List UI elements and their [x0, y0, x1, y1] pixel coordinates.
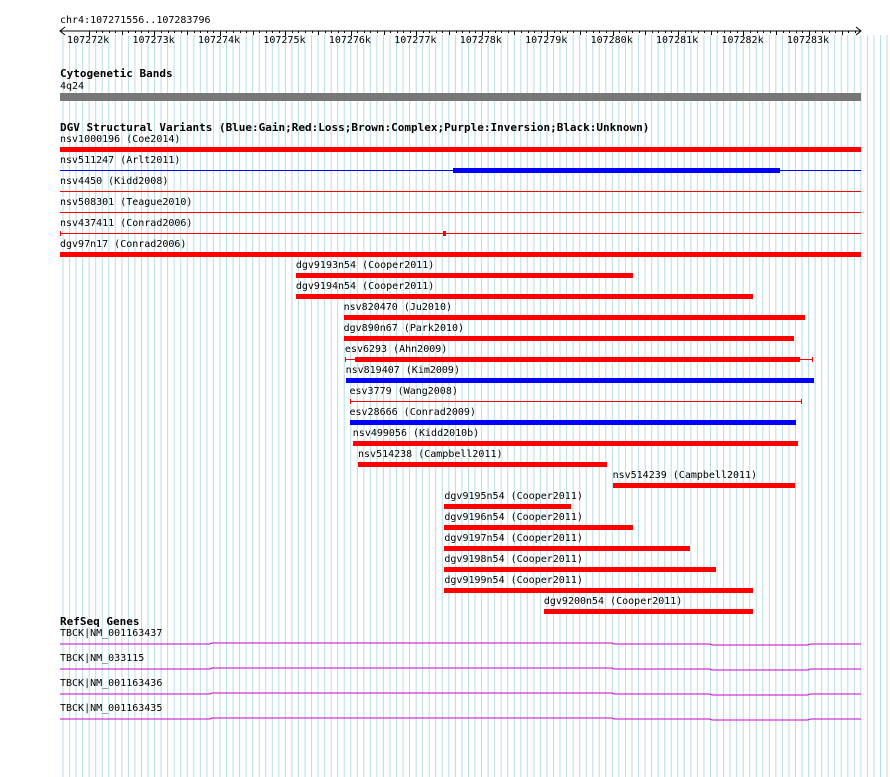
- ruler-minor-tick: [292, 31, 293, 33]
- ruler-minor-tick: [141, 31, 142, 33]
- ruler-minor-tick: [717, 31, 718, 33]
- variant-bar[interactable]: [453, 168, 780, 173]
- ruler-minor-tick: [796, 31, 797, 33]
- ruler-minor-tick: [384, 31, 385, 35]
- ruler-minor-tick: [122, 31, 123, 35]
- ruler-minor-tick: [449, 31, 450, 35]
- variant-bar[interactable]: [444, 504, 570, 509]
- ruler-minor-tick: [305, 31, 306, 33]
- variant-bar[interactable]: [444, 567, 716, 572]
- ruler-minor-tick: [750, 31, 751, 33]
- ruler-minor-tick: [318, 31, 319, 35]
- ruler-tick-label: 107279k: [525, 35, 568, 46]
- ruler-minor-tick: [763, 31, 764, 33]
- ruler-tick-label: 107272k: [67, 35, 110, 46]
- ruler-minor-tick: [370, 31, 371, 33]
- ruler-minor-tick: [528, 31, 529, 33]
- ruler-minor-tick: [724, 31, 725, 33]
- variant-line[interactable]: [60, 233, 861, 234]
- ruler-minor-tick: [599, 31, 600, 33]
- ruler-minor-tick: [573, 31, 574, 33]
- variant-label[interactable]: dgv9195n54 (Cooper2011): [444, 491, 583, 502]
- ruler-minor-tick: [148, 31, 149, 33]
- variant-bar[interactable]: [358, 462, 607, 467]
- variant-bar[interactable]: [60, 212, 861, 213]
- ruler-minor-tick: [560, 31, 561, 33]
- ruler-minor-tick: [423, 31, 424, 33]
- ruler-minor-tick: [822, 31, 823, 33]
- ruler-minor-tick: [639, 31, 640, 33]
- variant-end-cap[interactable]: [60, 231, 61, 236]
- ruler-minor-tick: [776, 31, 777, 35]
- ruler-minor-tick: [671, 31, 672, 33]
- variant-label[interactable]: nsv820470 (Ju2010): [343, 302, 452, 313]
- variant-label[interactable]: esv28666 (Conrad2009): [349, 407, 476, 418]
- ruler-minor-tick: [829, 31, 830, 33]
- ruler-minor-tick: [802, 31, 803, 33]
- ruler-minor-tick: [174, 31, 175, 33]
- ruler-minor-tick: [397, 31, 398, 33]
- variant-label[interactable]: nsv4450 (Kidd2008): [60, 176, 169, 187]
- variant-label[interactable]: esv3779 (Wang2008): [349, 386, 458, 397]
- ruler-minor-tick: [207, 31, 208, 33]
- ruler-location: chr4:107271556..107283796: [60, 15, 211, 26]
- ruler-minor-tick: [658, 31, 659, 33]
- ruler-tick-label: 107280k: [590, 35, 633, 46]
- ruler-minor-tick: [501, 31, 502, 33]
- ruler-minor-tick: [331, 31, 332, 33]
- variant-bar[interactable]: [444, 525, 632, 530]
- ruler-minor-tick: [652, 31, 653, 33]
- variant-bar[interactable]: [350, 420, 796, 425]
- gene-label[interactable]: TBCK|NM_033115: [60, 653, 145, 664]
- ruler-minor-tick: [390, 31, 391, 33]
- ruler-minor-tick: [514, 31, 515, 35]
- ruler-minor-tick: [109, 31, 110, 33]
- variant-bar[interactable]: [544, 609, 753, 614]
- gene-intron-line: [60, 718, 861, 720]
- ruler-tick-label: 107274k: [197, 35, 241, 46]
- ruler-minor-tick: [842, 31, 843, 35]
- variant-end-cap[interactable]: [812, 357, 813, 362]
- variant-end-cap[interactable]: [350, 399, 351, 404]
- variant-bar[interactable]: [346, 378, 815, 383]
- ruler-minor-tick: [619, 31, 620, 33]
- ruler-minor-tick: [429, 31, 430, 33]
- variant-bar[interactable]: [60, 191, 861, 192]
- variant-bar[interactable]: [60, 147, 861, 152]
- variant-label[interactable]: nsv514239 (Campbell2011): [612, 470, 758, 481]
- ruler-tick-label: 107281k: [656, 35, 699, 46]
- ruler-minor-tick: [691, 31, 692, 33]
- variant-label[interactable]: dgv9194n54 (Cooper2011): [295, 281, 435, 292]
- ruler-minor-tick: [665, 31, 666, 33]
- variant-label[interactable]: esv6293 (Ahn2009): [344, 344, 448, 355]
- ruler-minor-tick: [606, 31, 607, 33]
- cytoband-bar[interactable]: [60, 93, 861, 101]
- variant-bar[interactable]: [444, 588, 752, 593]
- ruler-tick-label: 107276k: [328, 35, 371, 46]
- ruler-minor-tick: [783, 31, 784, 33]
- ruler-minor-tick: [488, 31, 489, 33]
- ruler-minor-tick: [272, 31, 273, 33]
- cytoband-track-title: Cytogenetic Bands: [60, 67, 173, 80]
- ruler-minor-tick: [357, 31, 358, 33]
- ruler-minor-tick: [102, 31, 103, 33]
- ruler-minor-tick: [730, 31, 731, 33]
- ruler-minor-tick: [704, 31, 705, 33]
- ruler-minor-tick: [115, 31, 116, 33]
- ruler-tick-label: 107282k: [721, 35, 764, 46]
- ruler-minor-tick: [168, 31, 169, 33]
- variant-label[interactable]: dgv9198n54 (Cooper2011): [444, 554, 583, 565]
- variant-bar[interactable]: [296, 294, 753, 299]
- ruler-minor-tick: [521, 31, 522, 33]
- ruler-minor-tick: [312, 31, 313, 33]
- ruler-minor-tick: [403, 31, 404, 33]
- gene-intron-line: [60, 643, 861, 645]
- ruler-minor-tick: [226, 31, 227, 33]
- variant-bar[interactable]: [613, 483, 795, 488]
- ruler-minor-tick: [246, 31, 247, 33]
- ruler-minor-tick: [580, 31, 581, 35]
- variant-mark[interactable]: [443, 231, 446, 236]
- ruler-minor-tick: [266, 31, 267, 33]
- ruler-minor-tick: [344, 31, 345, 33]
- ruler-tick-label: 107273k: [132, 35, 175, 46]
- variant-label[interactable]: dgv9196n54 (Cooper2011): [444, 512, 583, 523]
- ruler-minor-tick: [279, 31, 280, 33]
- ruler-minor-tick: [200, 31, 201, 33]
- variant-label[interactable]: nsv819407 (Kim2009): [345, 365, 460, 376]
- ruler-minor-tick: [757, 31, 758, 33]
- gene-intron-line: [60, 668, 861, 670]
- gene-label[interactable]: TBCK|NM_001163436: [60, 678, 163, 689]
- ruler-minor-tick: [187, 31, 188, 35]
- variant-end-cap[interactable]: [801, 399, 802, 404]
- ruler-minor-tick: [233, 31, 234, 33]
- ruler-minor-tick: [325, 31, 326, 33]
- ruler-minor-tick: [789, 31, 790, 33]
- gene-label[interactable]: TBCK|NM_001163435: [60, 703, 163, 714]
- ruler-minor-tick: [135, 31, 136, 33]
- variant-label[interactable]: nsv499056 (Kidd2010b): [352, 428, 480, 439]
- ruler-minor-tick: [128, 31, 129, 33]
- ruler-minor-tick: [96, 31, 97, 33]
- ruler-minor-tick: [554, 31, 555, 33]
- ruler-minor-tick: [508, 31, 509, 33]
- variant-bar[interactable]: [344, 315, 805, 320]
- variant-bar[interactable]: [355, 357, 800, 362]
- ruler-minor-tick: [298, 31, 299, 33]
- gene-intron-line: [60, 693, 861, 695]
- variant-label[interactable]: nsv1000196 (Coe2014): [60, 134, 181, 145]
- ruler-minor-tick: [567, 31, 568, 33]
- variant-bar[interactable]: [353, 441, 798, 446]
- ruler-minor-tick: [645, 31, 646, 35]
- ruler-minor-tick: [632, 31, 633, 33]
- ruler-minor-tick: [593, 31, 594, 33]
- ruler-minor-tick: [586, 31, 587, 33]
- ruler-tick-label: 107275k: [263, 35, 306, 46]
- ruler-minor-tick: [469, 31, 470, 33]
- ruler-minor-tick: [253, 31, 254, 35]
- variant-bar[interactable]: [296, 273, 633, 278]
- ruler-minor-tick: [338, 31, 339, 33]
- variant-label[interactable]: nsv511247 (Arlt2011): [60, 155, 181, 166]
- ruler-minor-tick: [848, 31, 849, 33]
- ruler-minor-tick: [259, 31, 260, 33]
- ruler-minor-tick: [161, 31, 162, 33]
- ruler-tick-label: 107278k: [459, 35, 502, 46]
- ruler-minor-tick: [711, 31, 712, 35]
- ruler-minor-tick: [442, 31, 443, 33]
- ruler-minor-tick: [194, 31, 195, 33]
- variant-label[interactable]: nsv437411 (Conrad2006): [60, 218, 193, 229]
- ruler-minor-tick: [436, 31, 437, 33]
- variant-label[interactable]: dgv9197n54 (Cooper2011): [444, 533, 583, 544]
- variant-label[interactable]: dgv9193n54 (Cooper2011): [295, 260, 435, 271]
- refseq-track-title: RefSeq Genes: [60, 615, 140, 628]
- ruler-tick-label: 107277k: [394, 35, 437, 46]
- variant-line[interactable]: [350, 401, 802, 402]
- ruler-minor-tick: [698, 31, 699, 33]
- ruler-minor-tick: [213, 31, 214, 33]
- variant-label[interactable]: dgv97n17 (Conrad2006): [60, 239, 187, 250]
- ruler-minor-tick: [541, 31, 542, 33]
- ruler-minor-tick: [456, 31, 457, 33]
- ruler-minor-tick: [364, 31, 365, 33]
- ruler-minor-tick: [737, 31, 738, 33]
- ruler-minor-tick: [855, 31, 856, 33]
- variant-label[interactable]: dgv9200n54 (Cooper2011): [543, 596, 683, 607]
- variant-bar[interactable]: [444, 546, 689, 551]
- ruler-minor-tick: [181, 31, 182, 33]
- ruler-minor-tick: [240, 31, 241, 33]
- variant-label[interactable]: dgv890n67 (Park2010): [343, 323, 465, 334]
- ruler-minor-tick: [410, 31, 411, 33]
- ruler-minor-tick: [377, 31, 378, 33]
- variant-bar[interactable]: [60, 252, 861, 257]
- ruler-minor-tick: [835, 31, 836, 33]
- ruler-tick-label: 107283k: [786, 35, 830, 46]
- ruler-minor-tick: [626, 31, 627, 33]
- dgv-track-title: DGV Structural Variants (Blue:Gain;Red:Loss;Brown:Complex;Purple:Inversion;Black:Unknown): [60, 121, 650, 134]
- variant-bar[interactable]: [344, 336, 795, 341]
- gene-label[interactable]: TBCK|NM_001163437: [60, 628, 163, 639]
- ruler-minor-tick: [815, 31, 816, 33]
- variant-end-cap[interactable]: [345, 357, 346, 362]
- ruler-minor-tick: [495, 31, 496, 33]
- variant-label[interactable]: dgv9199n54 (Cooper2011): [444, 575, 583, 586]
- ruler-minor-tick: [475, 31, 476, 33]
- cytoband-label: 4q24: [60, 81, 85, 92]
- ruler-minor-tick: [462, 31, 463, 33]
- variant-label[interactable]: nsv508301 (Teague2010): [60, 197, 193, 208]
- ruler-minor-tick: [534, 31, 535, 33]
- ruler-minor-tick: [770, 31, 771, 33]
- variant-label[interactable]: nsv514238 (Campbell2011): [358, 449, 503, 460]
- ruler-minor-tick: [685, 31, 686, 33]
